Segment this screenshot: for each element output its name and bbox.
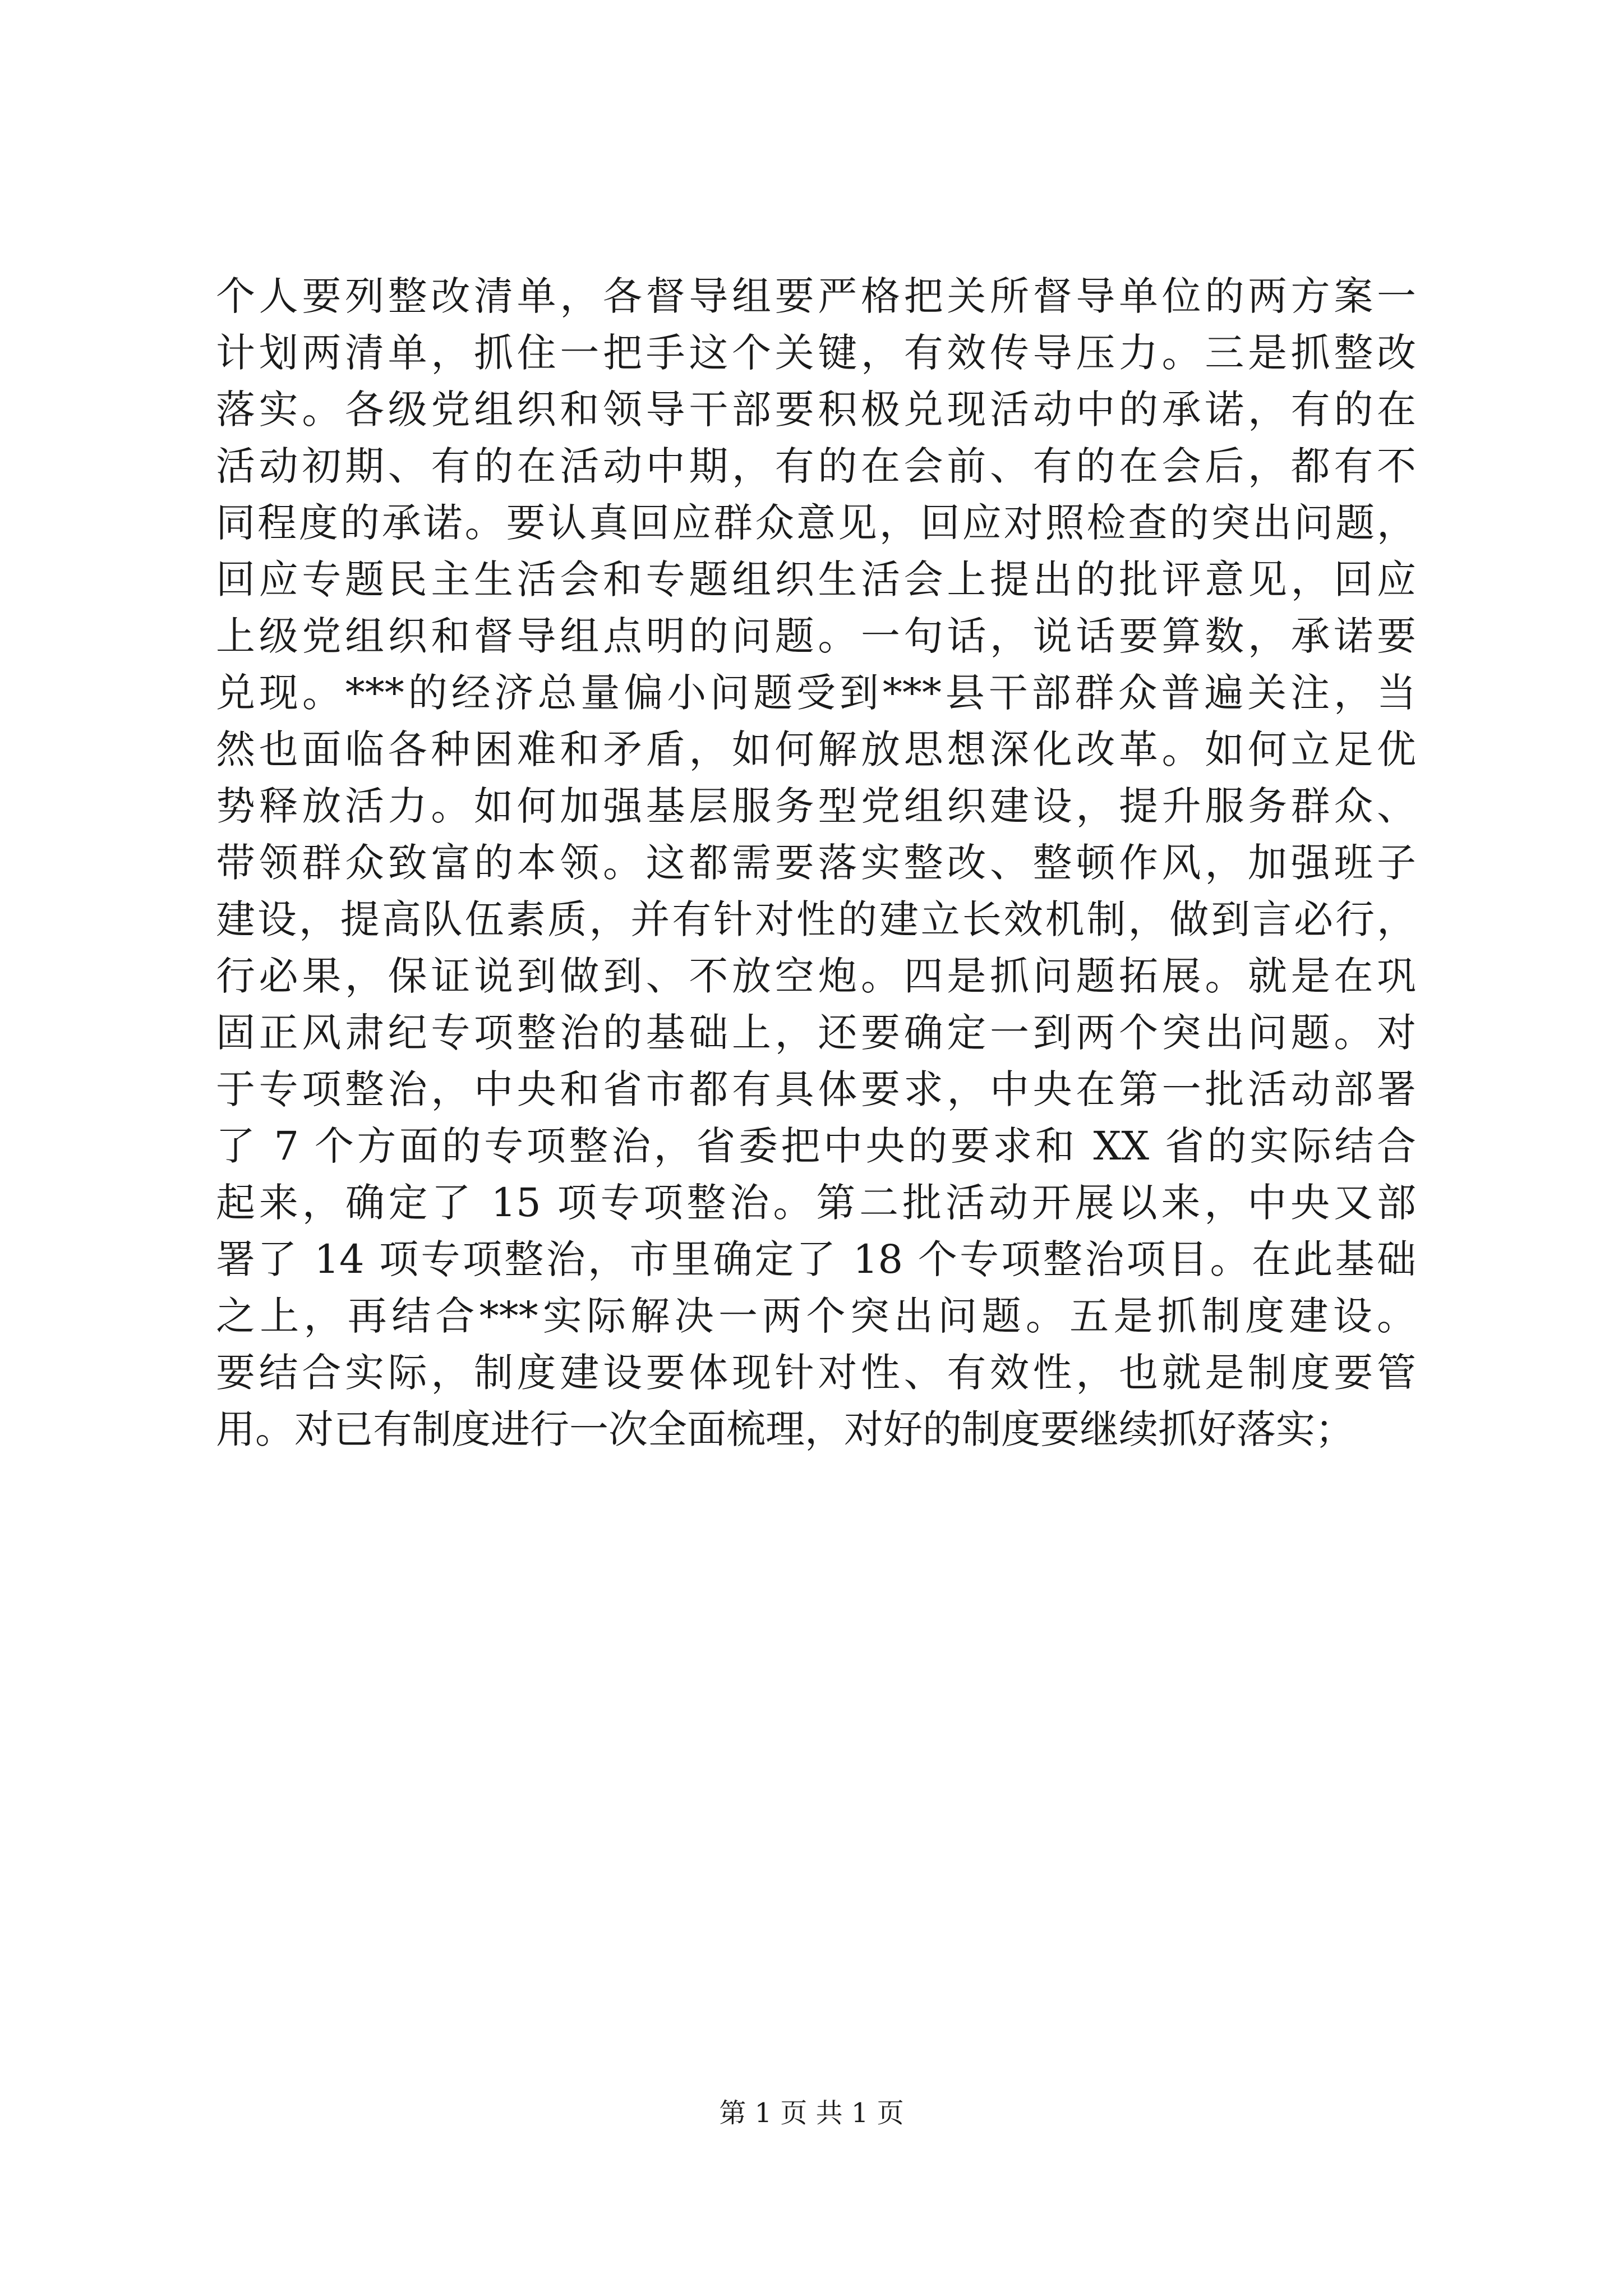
text-line: 行必果，保证说到做到、不放空炮。四是抓问题拓展。就是在巩 [216,953,1416,999]
text-line: 然也面临各种困难和矛盾，如何解放思想深化改革。如何立足优 [216,726,1416,772]
text-line: 要结合实际，制度建设要体现针对性、有效性，也就是制度要管 [216,1350,1416,1396]
page-footer [0,2096,1623,2130]
text-line: 署了 14 项专项整治，市里确定了 18 个专项整治项目。在此基础 [216,1236,1416,1282]
text-line: 之上，再结合***实际解决一两个突出问题。五是抓制度建设。 [216,1293,1416,1339]
text-line: 上级党组织和督导组点明的问题。一句话，说话要算数，承诺要 [216,613,1416,659]
text-line: 带领群众致富的本领。这都需要落实整改、整顿作风，加强班子 [216,840,1416,886]
text-line: 计划两清单，抓住一把手这个关键，有效传导压力。三是抓整改 [216,330,1416,376]
text-line: 同程度的承诺。要认真回应群众意见，回应对照检查的突出问题， [216,500,1416,546]
text-line: 兑现。***的经济总量偏小问题受到***县干部群众普遍关注，当 [216,670,1416,716]
text-line: 固正风肃纪专项整治的基础上，还要确定一到两个突出问题。对 [216,1010,1416,1056]
text-line: 于专项整治，中央和省市都有具体要求，中央在第一批活动部署 [216,1066,1416,1112]
text-line: 起来，确定了 15 项专项整治。第二批活动开展以来，中央又部 [216,1180,1416,1226]
text-line: 势释放活力。如何加强基层服务型党组织建设，提升服务群众、 [216,783,1416,829]
body-text [216,268,1416,1458]
text-line: 活动初期、有的在活动中期，有的在会前、有的在会后，都有不 [216,443,1416,489]
page-number-label: 第 1 页 共 1 页 [719,2097,904,2129]
text-line: 个人要列整改清单，各督导组要严格把关所督导单位的两方案一 [216,273,1416,319]
text-line: 回应专题民主生活会和专题组织生活会上提出的批评意见，回应 [216,556,1416,602]
text-line: 落实。各级党组织和领导干部要积极兑现活动中的承诺，有的在 [216,386,1416,432]
text-line: 用。对已有制度进行一次全面梳理，对好的制度要继续抓好落实； [216,1406,1354,1452]
text-line: 建设，提高队伍素质，并有针对性的建立长效机制，做到言必行， [216,896,1416,942]
text-line: 了 7 个方面的专项整治，省委把中央的要求和 XX 省的实际结合 [216,1123,1416,1169]
